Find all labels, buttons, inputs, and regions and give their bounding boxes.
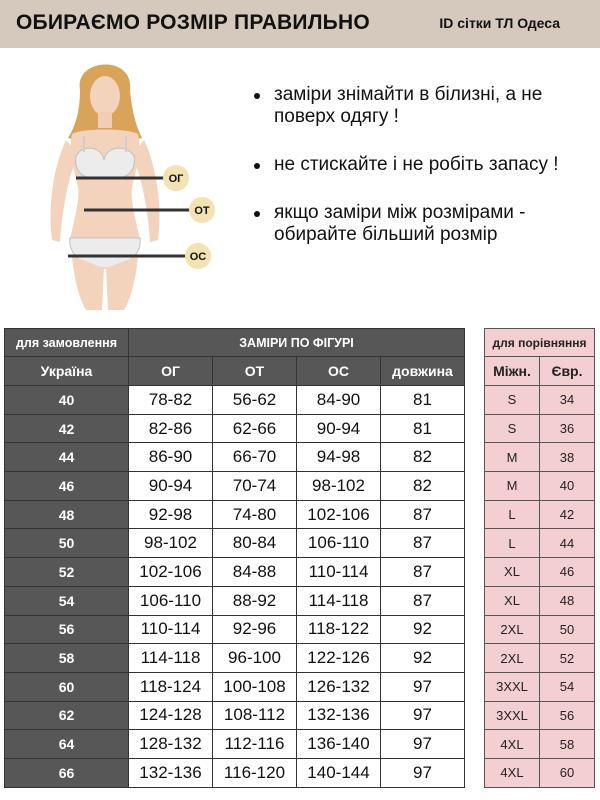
hips-cell: 94-98: [297, 443, 381, 472]
chest-cell: 106-110: [129, 586, 213, 615]
table-row: [5, 500, 465, 529]
size-table: [4, 328, 465, 788]
chest-cell: 132-136: [129, 758, 213, 787]
table-row: [5, 615, 465, 644]
size-ukraine-cell: 66: [5, 758, 129, 787]
length-cell: 82: [381, 443, 465, 472]
size-european-cell: 50: [540, 615, 595, 644]
col-header-length: довжина: [381, 357, 465, 386]
hips-cell: 98-102: [297, 472, 381, 501]
chest-cell: 82-86: [129, 414, 213, 443]
table-row: [5, 730, 465, 759]
hips-label: ОС: [189, 251, 207, 263]
chest-cell: 128-132: [129, 730, 213, 759]
waist-cell: 108-112: [213, 701, 297, 730]
size-european-cell: 52: [540, 644, 595, 673]
table-row: [5, 472, 465, 501]
hips-cell: 122-126: [297, 644, 381, 673]
size-international-cell: M: [485, 443, 540, 472]
chest-cell: 102-106: [129, 558, 213, 587]
size-ukraine-cell: 52: [5, 558, 129, 587]
chest-cell: 124-128: [129, 701, 213, 730]
table-row: [485, 414, 595, 443]
size-international-cell: 4XL: [485, 758, 540, 787]
col-header-international: Міжн.: [485, 357, 540, 386]
table-row: [485, 615, 595, 644]
waist-cell: 100-108: [213, 672, 297, 701]
size-ukraine-cell: 64: [5, 730, 129, 759]
tip-item: якщо заміри між розмірами - обирайте більший розмір: [252, 202, 582, 246]
table-row: [485, 701, 595, 730]
table-row: [5, 672, 465, 701]
table-row: [485, 672, 595, 701]
comparison-title: для порівняння: [485, 329, 595, 357]
table-row: [485, 443, 595, 472]
size-european-cell: 46: [540, 558, 595, 587]
comparison-table: [484, 328, 595, 788]
chest-cell: 78-82: [129, 386, 213, 415]
hips-cell: 114-118: [297, 586, 381, 615]
size-international-cell: 4XL: [485, 730, 540, 759]
table-row: [5, 386, 465, 415]
table-row: [485, 644, 595, 673]
table-row: [5, 558, 465, 587]
waist-cell: 92-96: [213, 615, 297, 644]
length-cell: 87: [381, 586, 465, 615]
waist-cell: 56-62: [213, 386, 297, 415]
table-row: [485, 586, 595, 615]
table-row: [485, 529, 595, 558]
size-european-cell: 60: [540, 758, 595, 787]
size-ukraine-cell: 58: [5, 644, 129, 673]
size-european-cell: 56: [540, 701, 595, 730]
size-ukraine-cell: 48: [5, 500, 129, 529]
measurement-tips: [252, 84, 582, 272]
comparison-table-body: [485, 386, 595, 788]
col-header-european: Євр.: [540, 357, 595, 386]
col-header-ukraine: Україна: [5, 357, 129, 386]
size-european-cell: 40: [540, 472, 595, 501]
chest-cell: 110-114: [129, 615, 213, 644]
size-international-cell: M: [485, 472, 540, 501]
body-measurement-figure: [22, 60, 232, 310]
size-ukraine-cell: 60: [5, 672, 129, 701]
length-cell: 92: [381, 644, 465, 673]
size-international-cell: L: [485, 500, 540, 529]
table-row: [5, 529, 465, 558]
waist-cell: 84-88: [213, 558, 297, 587]
waist-label-marker: [189, 197, 215, 223]
hips-cell: 84-90: [297, 386, 381, 415]
chest-cell: 118-124: [129, 672, 213, 701]
size-international-cell: XL: [485, 558, 540, 587]
size-european-cell: 54: [540, 672, 595, 701]
size-ukraine-cell: 56: [5, 615, 129, 644]
size-ukraine-cell: 44: [5, 443, 129, 472]
chest-cell: 86-90: [129, 443, 213, 472]
col-header-chest: ОГ: [129, 357, 213, 386]
tip-item: заміри знімайти в білизні, а не поверх одягу !: [252, 84, 582, 128]
size-international-cell: 2XL: [485, 644, 540, 673]
hips-cell: 140-144: [297, 758, 381, 787]
size-ukraine-cell: 46: [5, 472, 129, 501]
col-header-waist: ОТ: [213, 357, 297, 386]
size-ukraine-cell: 42: [5, 414, 129, 443]
size-european-cell: 44: [540, 529, 595, 558]
woman-figure-illustration: [22, 60, 232, 310]
length-cell: 97: [381, 672, 465, 701]
size-european-cell: 34: [540, 386, 595, 415]
size-european-cell: 58: [540, 730, 595, 759]
length-cell: 97: [381, 701, 465, 730]
length-cell: 87: [381, 500, 465, 529]
hips-cell: 132-136: [297, 701, 381, 730]
header-bar: [0, 0, 600, 48]
hips-cell: 106-110: [297, 529, 381, 558]
waist-cell: 88-92: [213, 586, 297, 615]
table-row: [5, 443, 465, 472]
col-header-hips: ОС: [297, 357, 381, 386]
hips-cell: 136-140: [297, 730, 381, 759]
group-header-order: для замовлення: [5, 329, 129, 357]
chest-cell: 98-102: [129, 529, 213, 558]
length-cell: 87: [381, 558, 465, 587]
table-row: [485, 386, 595, 415]
size-international-cell: 2XL: [485, 615, 540, 644]
length-cell: 92: [381, 615, 465, 644]
tip-item: не стискайте і не робіть запасу !: [252, 154, 582, 176]
size-table-body: [5, 386, 465, 788]
chest-cell: 92-98: [129, 500, 213, 529]
table-row: [5, 758, 465, 787]
waist-label: ОТ: [194, 205, 210, 217]
length-cell: 97: [381, 758, 465, 787]
length-cell: 82: [381, 472, 465, 501]
waist-cell: 74-80: [213, 500, 297, 529]
size-european-cell: 48: [540, 586, 595, 615]
waist-cell: 112-116: [213, 730, 297, 759]
size-international-cell: L: [485, 529, 540, 558]
length-cell: 81: [381, 414, 465, 443]
size-european-cell: 42: [540, 500, 595, 529]
hips-cell: 126-132: [297, 672, 381, 701]
hips-cell: 102-106: [297, 500, 381, 529]
table-row: [485, 730, 595, 759]
table-row: [485, 758, 595, 787]
hips-label-marker: [185, 243, 211, 269]
hips-cell: 90-94: [297, 414, 381, 443]
table-row: [5, 586, 465, 615]
size-ukraine-cell: 40: [5, 386, 129, 415]
size-ukraine-cell: 62: [5, 701, 129, 730]
size-ukraine-cell: 54: [5, 586, 129, 615]
length-cell: 97: [381, 730, 465, 759]
size-international-cell: 3XXL: [485, 672, 540, 701]
hips-cell: 110-114: [297, 558, 381, 587]
group-header-measurements: ЗАМІРИ ПО ФІГУРІ: [129, 329, 465, 357]
waist-cell: 116-120: [213, 758, 297, 787]
waist-cell: 80-84: [213, 529, 297, 558]
chest-label-marker: [163, 165, 189, 191]
waist-cell: 96-100: [213, 644, 297, 673]
size-grid-id: ID сітки ТЛ Одеса: [439, 15, 560, 31]
table-row: [5, 414, 465, 443]
length-cell: 87: [381, 529, 465, 558]
size-international-cell: S: [485, 414, 540, 443]
table-row: [485, 500, 595, 529]
length-cell: 81: [381, 386, 465, 415]
table-row: [5, 644, 465, 673]
hips-cell: 118-122: [297, 615, 381, 644]
waist-cell: 66-70: [213, 443, 297, 472]
size-international-cell: XL: [485, 586, 540, 615]
table-row: [485, 558, 595, 587]
waist-cell: 70-74: [213, 472, 297, 501]
waist-cell: 62-66: [213, 414, 297, 443]
size-international-cell: 3XXL: [485, 701, 540, 730]
size-international-cell: S: [485, 386, 540, 415]
chest-cell: 90-94: [129, 472, 213, 501]
chest-label: ОГ: [168, 173, 184, 185]
table-row: [485, 472, 595, 501]
size-european-cell: 36: [540, 414, 595, 443]
size-european-cell: 38: [540, 443, 595, 472]
size-ukraine-cell: 50: [5, 529, 129, 558]
table-row: [5, 701, 465, 730]
chest-cell: 114-118: [129, 644, 213, 673]
page-title: ОБИРАЄМО РОЗМІР ПРАВИЛЬНО: [16, 11, 370, 34]
